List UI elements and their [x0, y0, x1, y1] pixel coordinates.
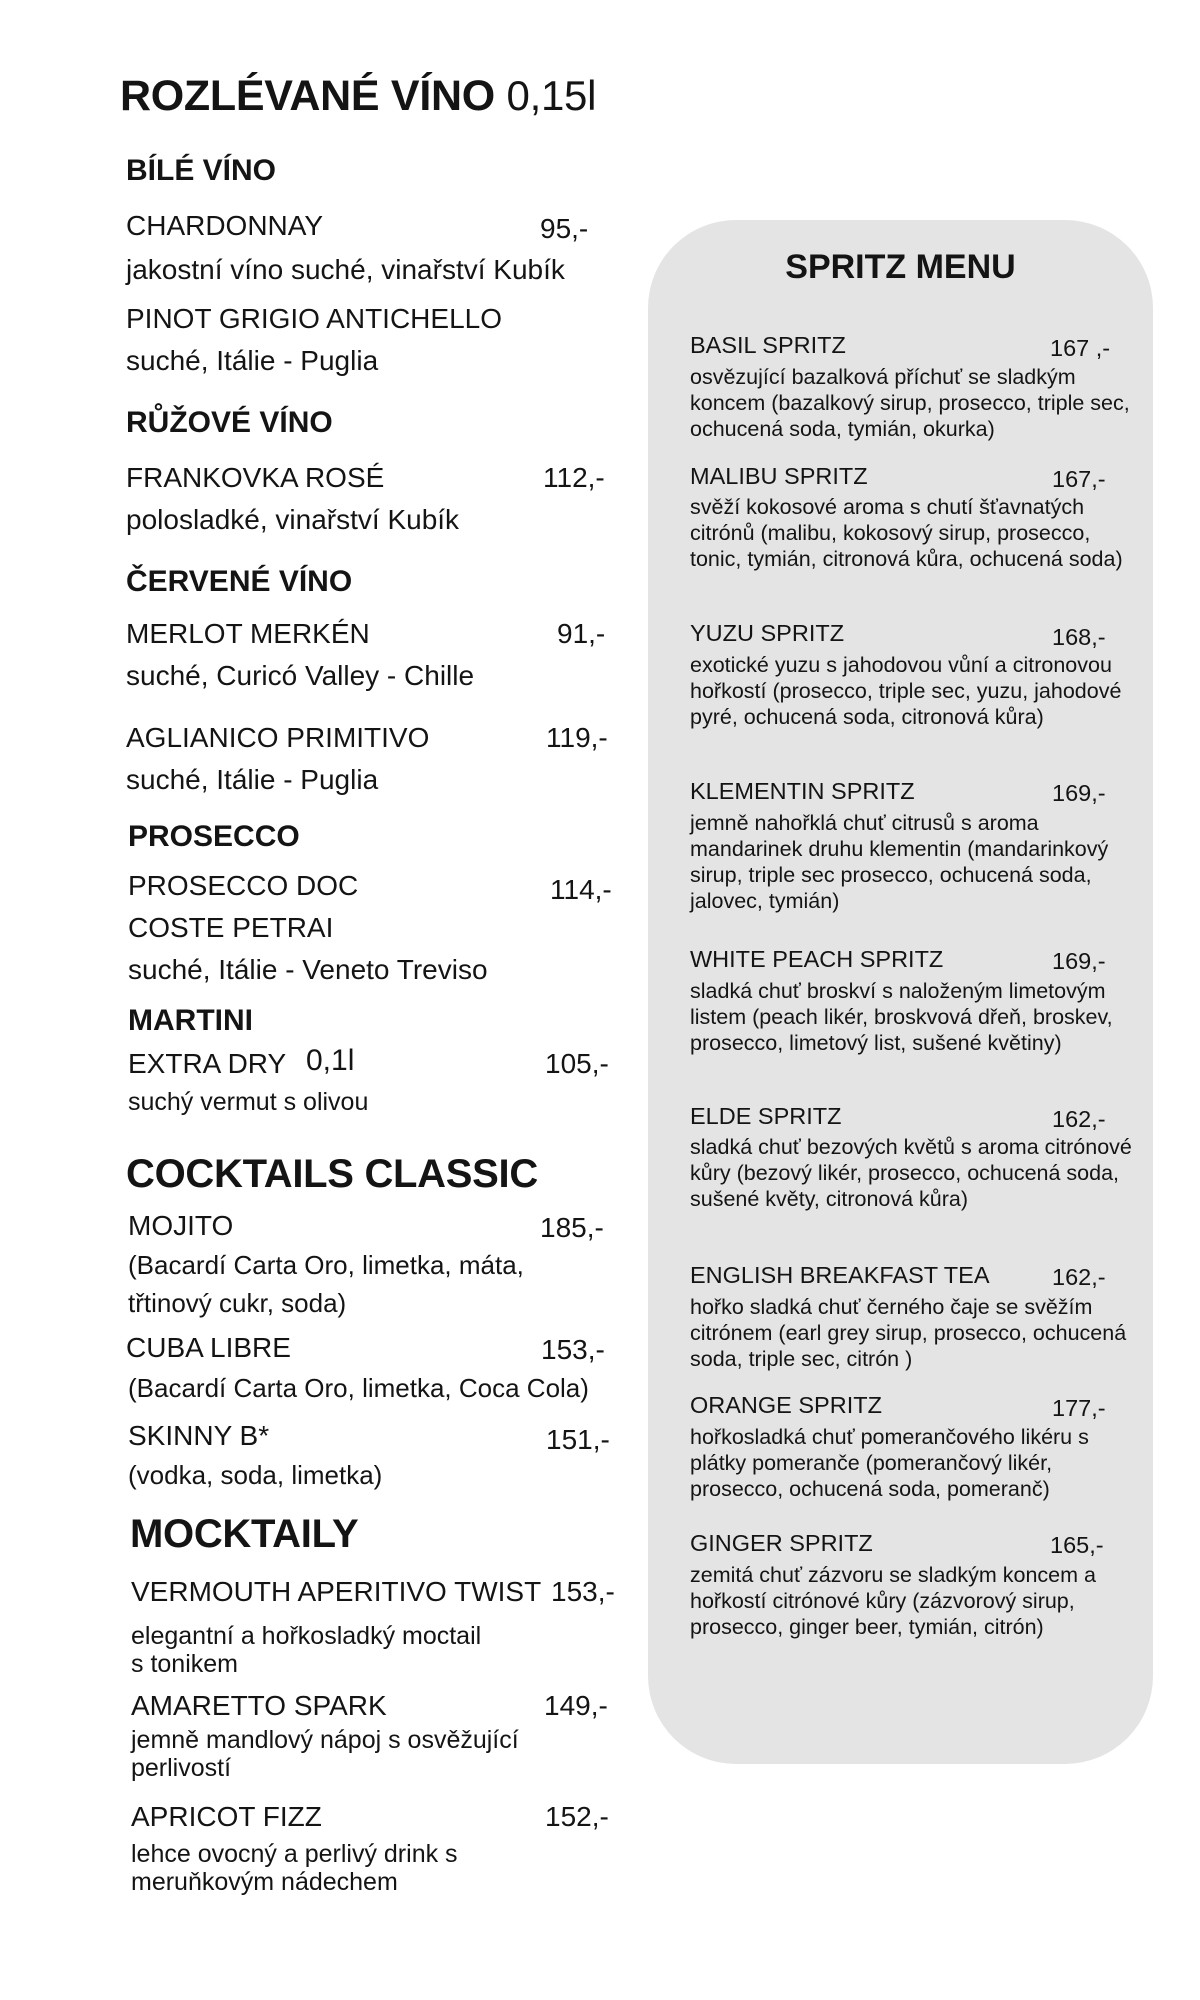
spritz-item-desc: hořkosladká chuť pomerančového likéru s plátky pomeranče (pomerančový likér, prosecco, ochucená soda, pomeranč) — [690, 1425, 1089, 1501]
menu-item-desc: lehce ovocný a perlivý drink s — [131, 1840, 458, 1868]
menu-item-desc: jakostní víno suché, vinařství Kubík — [126, 254, 565, 285]
menu-item-name: EXTRA DRY — [128, 1048, 287, 1079]
section-heading-mocktails: MOCKTAILY — [130, 1512, 359, 1556]
spritz-item-price: 169,- — [1052, 948, 1106, 974]
spritz-item-price: 162,- — [1052, 1106, 1106, 1132]
menu-item-desc: třtinový cukr, soda) — [128, 1288, 347, 1318]
menu-item-name: CHARDONNAY — [126, 210, 324, 241]
menu-item-name: MERLOT MERKÉN — [126, 618, 370, 649]
spritz-item-desc: sladká chuť broskví s naloženým limetovým listem (peach likér, broskvová dřeň, broskev, prosecco, limetový list, sušené květiny) — [690, 979, 1113, 1055]
spritz-item-name: BASIL SPRITZ — [690, 332, 846, 358]
menu-item-name: COSTE PETRAI — [128, 912, 334, 943]
spritz-item-name: ELDE SPRITZ — [690, 1103, 842, 1129]
spritz-item-name: ORANGE SPRITZ — [690, 1392, 882, 1418]
spritz-item-name: WHITE PEACH SPRITZ — [690, 946, 944, 972]
section-heading-prosecco: PROSECCO — [128, 820, 300, 853]
menu-item-desc: meruňkovým nádechem — [131, 1868, 398, 1896]
menu-item-name: SKINNY B* — [128, 1420, 270, 1451]
spritz-item-price: 165,- — [1050, 1532, 1104, 1558]
menu-item-name: FRANKOVKA ROSÉ — [126, 462, 385, 493]
spritz-item-desc: exotické yuzu s jahodovou vůní a citronovou hořkostí (prosecco, triple sec, yuzu, jahodové pyré, ochucená soda, citronová kůra) — [690, 653, 1122, 729]
menu-item-price: 91,- — [557, 618, 606, 649]
spritz-item-price: 177,- — [1052, 1395, 1106, 1421]
menu-item-price: 153,- — [551, 1576, 615, 1607]
section-heading-rose-wine: RŮŽOVÉ VÍNO — [126, 406, 333, 439]
spritz-item-desc: jemně nahořklá chuť citrusů s aroma mandarinek druhu klementin (mandarinkový sirup, triple sec prosecco, ochucená soda, jalovec, tymián) — [690, 811, 1109, 913]
menu-item-desc: elegantní a hořkosladký moctail — [131, 1622, 482, 1650]
section-heading-cocktails: COCKTAILS CLASSIC — [126, 1152, 538, 1196]
page-title — [120, 72, 596, 121]
menu-item-name: PROSECCO DOC — [128, 870, 359, 901]
spritz-item-name: YUZU SPRITZ — [690, 620, 845, 646]
menu-item-size: 0,1l — [306, 1044, 355, 1077]
spritz-item-desc: svěží kokosové aroma s chutí šťavnatých citrónů (malibu, kokosový sirup, prosecco, tonic, tymián, citronová kůra, ochucená soda) — [690, 495, 1123, 571]
spritz-item-name: MALIBU SPRITZ — [690, 463, 868, 489]
menu-item-price: 151,- — [546, 1424, 610, 1455]
menu-item-name: AMARETTO SPARK — [131, 1690, 387, 1721]
spritz-item-price: 162,- — [1052, 1264, 1106, 1290]
menu-item-desc: (vodka, soda, limetka) — [128, 1460, 383, 1490]
menu-item-price: 149,- — [544, 1690, 608, 1721]
menu-item-price: 185,- — [540, 1212, 604, 1243]
spritz-item-price: 169,- — [1052, 780, 1106, 806]
menu-item-price: 112,- — [543, 462, 605, 493]
menu-item-name: PINOT GRIGIO ANTICHELLO — [126, 303, 503, 334]
section-heading-white-wine: BÍLÉ VÍNO — [126, 154, 277, 187]
menu-item-name: APRICOT FIZZ — [131, 1801, 322, 1832]
section-heading-red-wine: ČERVENÉ VÍNO — [126, 565, 353, 598]
spritz-item-price: 168,- — [1052, 624, 1106, 650]
spritz-item-name: GINGER SPRITZ — [690, 1530, 873, 1556]
spritz-item-name: KLEMENTIN SPRITZ — [690, 778, 915, 804]
spritz-item-desc: sladká chuť bezových květů s aroma citrónové kůry (bezový likér, prosecco, ochucená soda, sušené květy, citronová kůra) — [690, 1135, 1132, 1211]
menu-item-name: MOJITO — [128, 1210, 234, 1241]
spritz-item-price: 167 ,- — [1050, 335, 1111, 361]
spritz-menu-title: SPRITZ MENU — [785, 248, 1016, 286]
section-heading-martini: MARTINI — [128, 1004, 253, 1037]
menu-item-desc: suché, Itálie - Veneto Treviso — [128, 954, 488, 985]
page-title-size: 0,15l — [506, 72, 597, 119]
page-title-main: ROZLÉVANÉ VÍNO — [120, 72, 495, 120]
spritz-item-name: ENGLISH BREAKFAST TEA — [690, 1262, 990, 1288]
menu-item-desc: jemně mandlový nápoj s osvěžující — [131, 1726, 519, 1754]
menu-item-price: 153,- — [541, 1334, 605, 1365]
spritz-item-desc: zemitá chuť zázvoru se sladkým koncem a hořkostí citrónové kůry (zázvorový sirup, prosecco, ginger beer, tymián, citrón) — [690, 1563, 1096, 1639]
menu-item-price: 105,- — [545, 1048, 609, 1079]
spritz-item-desc: osvězující bazalková příchuť se sladkým koncem (bazalkový sirup, prosecco, triple sec, ochucená soda, tymián, okurka) — [690, 365, 1130, 441]
menu-item-name: AGLIANICO PRIMITIVO — [126, 722, 430, 753]
menu-item-desc: suché, Curicó Valley - Chille — [126, 660, 475, 691]
menu-item-name: CUBA LIBRE — [126, 1332, 291, 1363]
menu-item-desc: (Bacardí Carta Oro, limetka, máta, — [128, 1250, 524, 1280]
menu-item-price: 152,- — [545, 1801, 609, 1832]
spritz-item-desc: hořko sladká chuť černého čaje se svěžím citrónem (earl grey sirup, prosecco, ochucená soda, triple sec, citrón ) — [690, 1295, 1127, 1371]
menu-item-price: 114,- — [550, 874, 612, 905]
menu-item-desc: suché, Itálie - Puglia — [126, 764, 379, 795]
menu-item-desc: (Bacardí Carta Oro, limetka, Coca Cola) — [128, 1373, 589, 1403]
menu-item-desc: perlivostí — [131, 1754, 232, 1782]
menu-item-price: 95,- — [540, 213, 589, 244]
menu-item-desc: suché, Itálie - Puglia — [126, 345, 379, 376]
menu-item-price: 119,- — [546, 722, 608, 753]
spritz-item-price: 167,- — [1052, 466, 1106, 492]
menu-item-name: VERMOUTH APERITIVO TWIST — [131, 1576, 542, 1607]
menu-item-desc: polosladké, vinařství Kubík — [126, 504, 460, 535]
menu-item-desc: s tonikem — [131, 1650, 238, 1678]
menu-item-desc: suchý vermut s olivou — [128, 1088, 369, 1116]
